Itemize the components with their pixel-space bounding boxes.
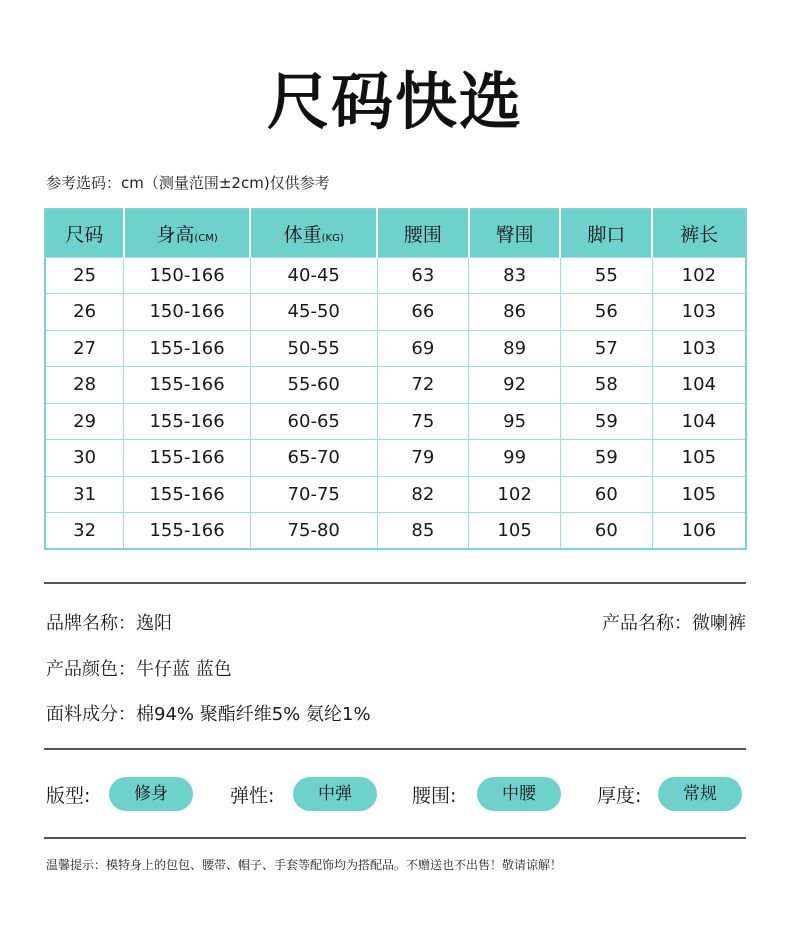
divider-middle — [44, 748, 746, 750]
cell-leg-opening: 57 — [560, 330, 652, 367]
cell-weight: 70-75 — [250, 476, 377, 513]
product-name: 产品名称：微喇裤 — [602, 613, 746, 634]
cell-height: 155-166 — [124, 330, 251, 367]
table-row — [45, 476, 746, 513]
cell-height: 155-166 — [124, 440, 251, 477]
header-length: 裤长 — [652, 209, 746, 257]
brand-name: 品牌名称：逸阳 — [46, 613, 172, 634]
table-row — [45, 367, 746, 404]
waist-rise-badge: 中腰 — [477, 777, 561, 811]
cell-length: 104 — [652, 403, 746, 440]
fabric-composition: 面料成分：棉94% 聚酯纤维5% 氨纶1% — [46, 704, 371, 725]
cell-weight: 45-50 — [250, 294, 377, 331]
cell-size: 27 — [45, 330, 124, 367]
cell-size: 26 — [45, 294, 124, 331]
cell-height: 155-166 — [124, 367, 251, 404]
footer-note: 温馨提示：模特身上的包包、腰带、帽子、手套等配饰均为搭配品。不赠送也不出售！敬请谅解！ — [46, 858, 563, 872]
cell-size: 31 — [45, 476, 124, 513]
divider-bottom — [44, 837, 746, 839]
cell-length: 106 — [652, 513, 746, 550]
cell-weight: 40-45 — [250, 257, 377, 294]
table-row — [45, 513, 746, 550]
table-row — [45, 403, 746, 440]
cell-waist: 75 — [377, 403, 469, 440]
header-leg-opening: 脚口 — [560, 209, 652, 257]
cell-hip: 89 — [469, 330, 561, 367]
cell-size: 28 — [45, 367, 124, 404]
divider-top — [44, 582, 746, 584]
cell-leg-opening: 60 — [560, 513, 652, 550]
cell-leg-opening: 58 — [560, 367, 652, 404]
page-title: 尺码快选 — [266, 65, 523, 138]
header-waist: 腰围 — [377, 209, 469, 257]
cell-waist: 69 — [377, 330, 469, 367]
stretch-badge: 中弹 — [293, 777, 377, 811]
cell-waist: 79 — [377, 440, 469, 477]
cell-hip: 92 — [469, 367, 561, 404]
stretch-label: 弹性: — [230, 785, 275, 807]
size-chart-table — [44, 208, 747, 550]
cell-hip: 95 — [469, 403, 561, 440]
cell-waist: 63 — [377, 257, 469, 294]
cell-hip: 105 — [469, 513, 561, 550]
cell-waist: 82 — [377, 476, 469, 513]
cell-leg-opening: 59 — [560, 440, 652, 477]
cell-length: 102 — [652, 257, 746, 294]
header-weight: 体重(KG) — [250, 209, 377, 257]
cell-height: 150-166 — [124, 257, 251, 294]
cell-length: 103 — [652, 330, 746, 367]
thickness-label: 厚度: — [597, 785, 642, 807]
table-row — [45, 330, 746, 367]
cell-waist: 85 — [377, 513, 469, 550]
cell-waist: 72 — [377, 367, 469, 404]
cell-height: 155-166 — [124, 513, 251, 550]
cell-waist: 66 — [377, 294, 469, 331]
cell-size: 30 — [45, 440, 124, 477]
reference-note: 参考选码：cm（测量范围±2cm)仅供参考 — [46, 174, 330, 192]
cell-weight: 75-80 — [250, 513, 377, 550]
cell-weight: 55-60 — [250, 367, 377, 404]
cell-weight: 60-65 — [250, 403, 377, 440]
cell-hip: 83 — [469, 257, 561, 294]
cell-length: 105 — [652, 440, 746, 477]
cell-weight: 65-70 — [250, 440, 377, 477]
cell-length: 103 — [652, 294, 746, 331]
cell-leg-opening: 55 — [560, 257, 652, 294]
cell-height: 150-166 — [124, 294, 251, 331]
header-size: 尺码 — [45, 209, 124, 257]
cell-height: 155-166 — [124, 476, 251, 513]
table-row — [45, 440, 746, 477]
cell-leg-opening: 56 — [560, 294, 652, 331]
cell-leg-opening: 60 — [560, 476, 652, 513]
waist-rise-label: 腰围: — [412, 785, 457, 807]
cell-hip: 99 — [469, 440, 561, 477]
thickness-badge: 常规 — [658, 777, 742, 811]
cell-length: 105 — [652, 476, 746, 513]
fit-label: 版型: — [46, 785, 91, 807]
fit-badge: 修身 — [109, 777, 193, 811]
table-header-row — [45, 209, 746, 257]
product-color: 产品颜色：牛仔蓝 蓝色 — [46, 659, 232, 680]
table-row — [45, 257, 746, 294]
header-height: 身高(CM) — [124, 209, 251, 257]
cell-size: 32 — [45, 513, 124, 550]
cell-height: 155-166 — [124, 403, 251, 440]
cell-size: 25 — [45, 257, 124, 294]
cell-weight: 50-55 — [250, 330, 377, 367]
cell-hip: 102 — [469, 476, 561, 513]
header-hip: 臀围 — [469, 209, 561, 257]
cell-size: 29 — [45, 403, 124, 440]
table-row — [45, 294, 746, 331]
cell-hip: 86 — [469, 294, 561, 331]
cell-length: 104 — [652, 367, 746, 404]
cell-leg-opening: 59 — [560, 403, 652, 440]
